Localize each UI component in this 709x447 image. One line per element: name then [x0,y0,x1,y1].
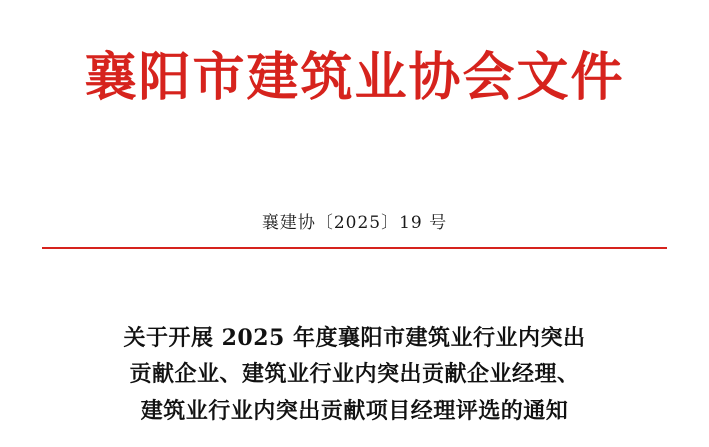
document-title-line-3: 建筑业行业内突出贡献项目经理评选的通知 [140,397,569,424]
document-title-line-2: 贡献企业、建筑业行业内突出贡献企业经理、 [129,361,580,388]
document-title-block [58,320,651,429]
document-masthead-title: 襄阳市建筑业协会文件 [84,47,625,108]
document-title-line-1: 关于开展 2025 年度襄阳市建筑业行业内突出 [123,325,586,351]
red-horizontal-rule [42,247,667,249]
document-number: 襄建协〔2025〕19 号 [261,213,448,233]
